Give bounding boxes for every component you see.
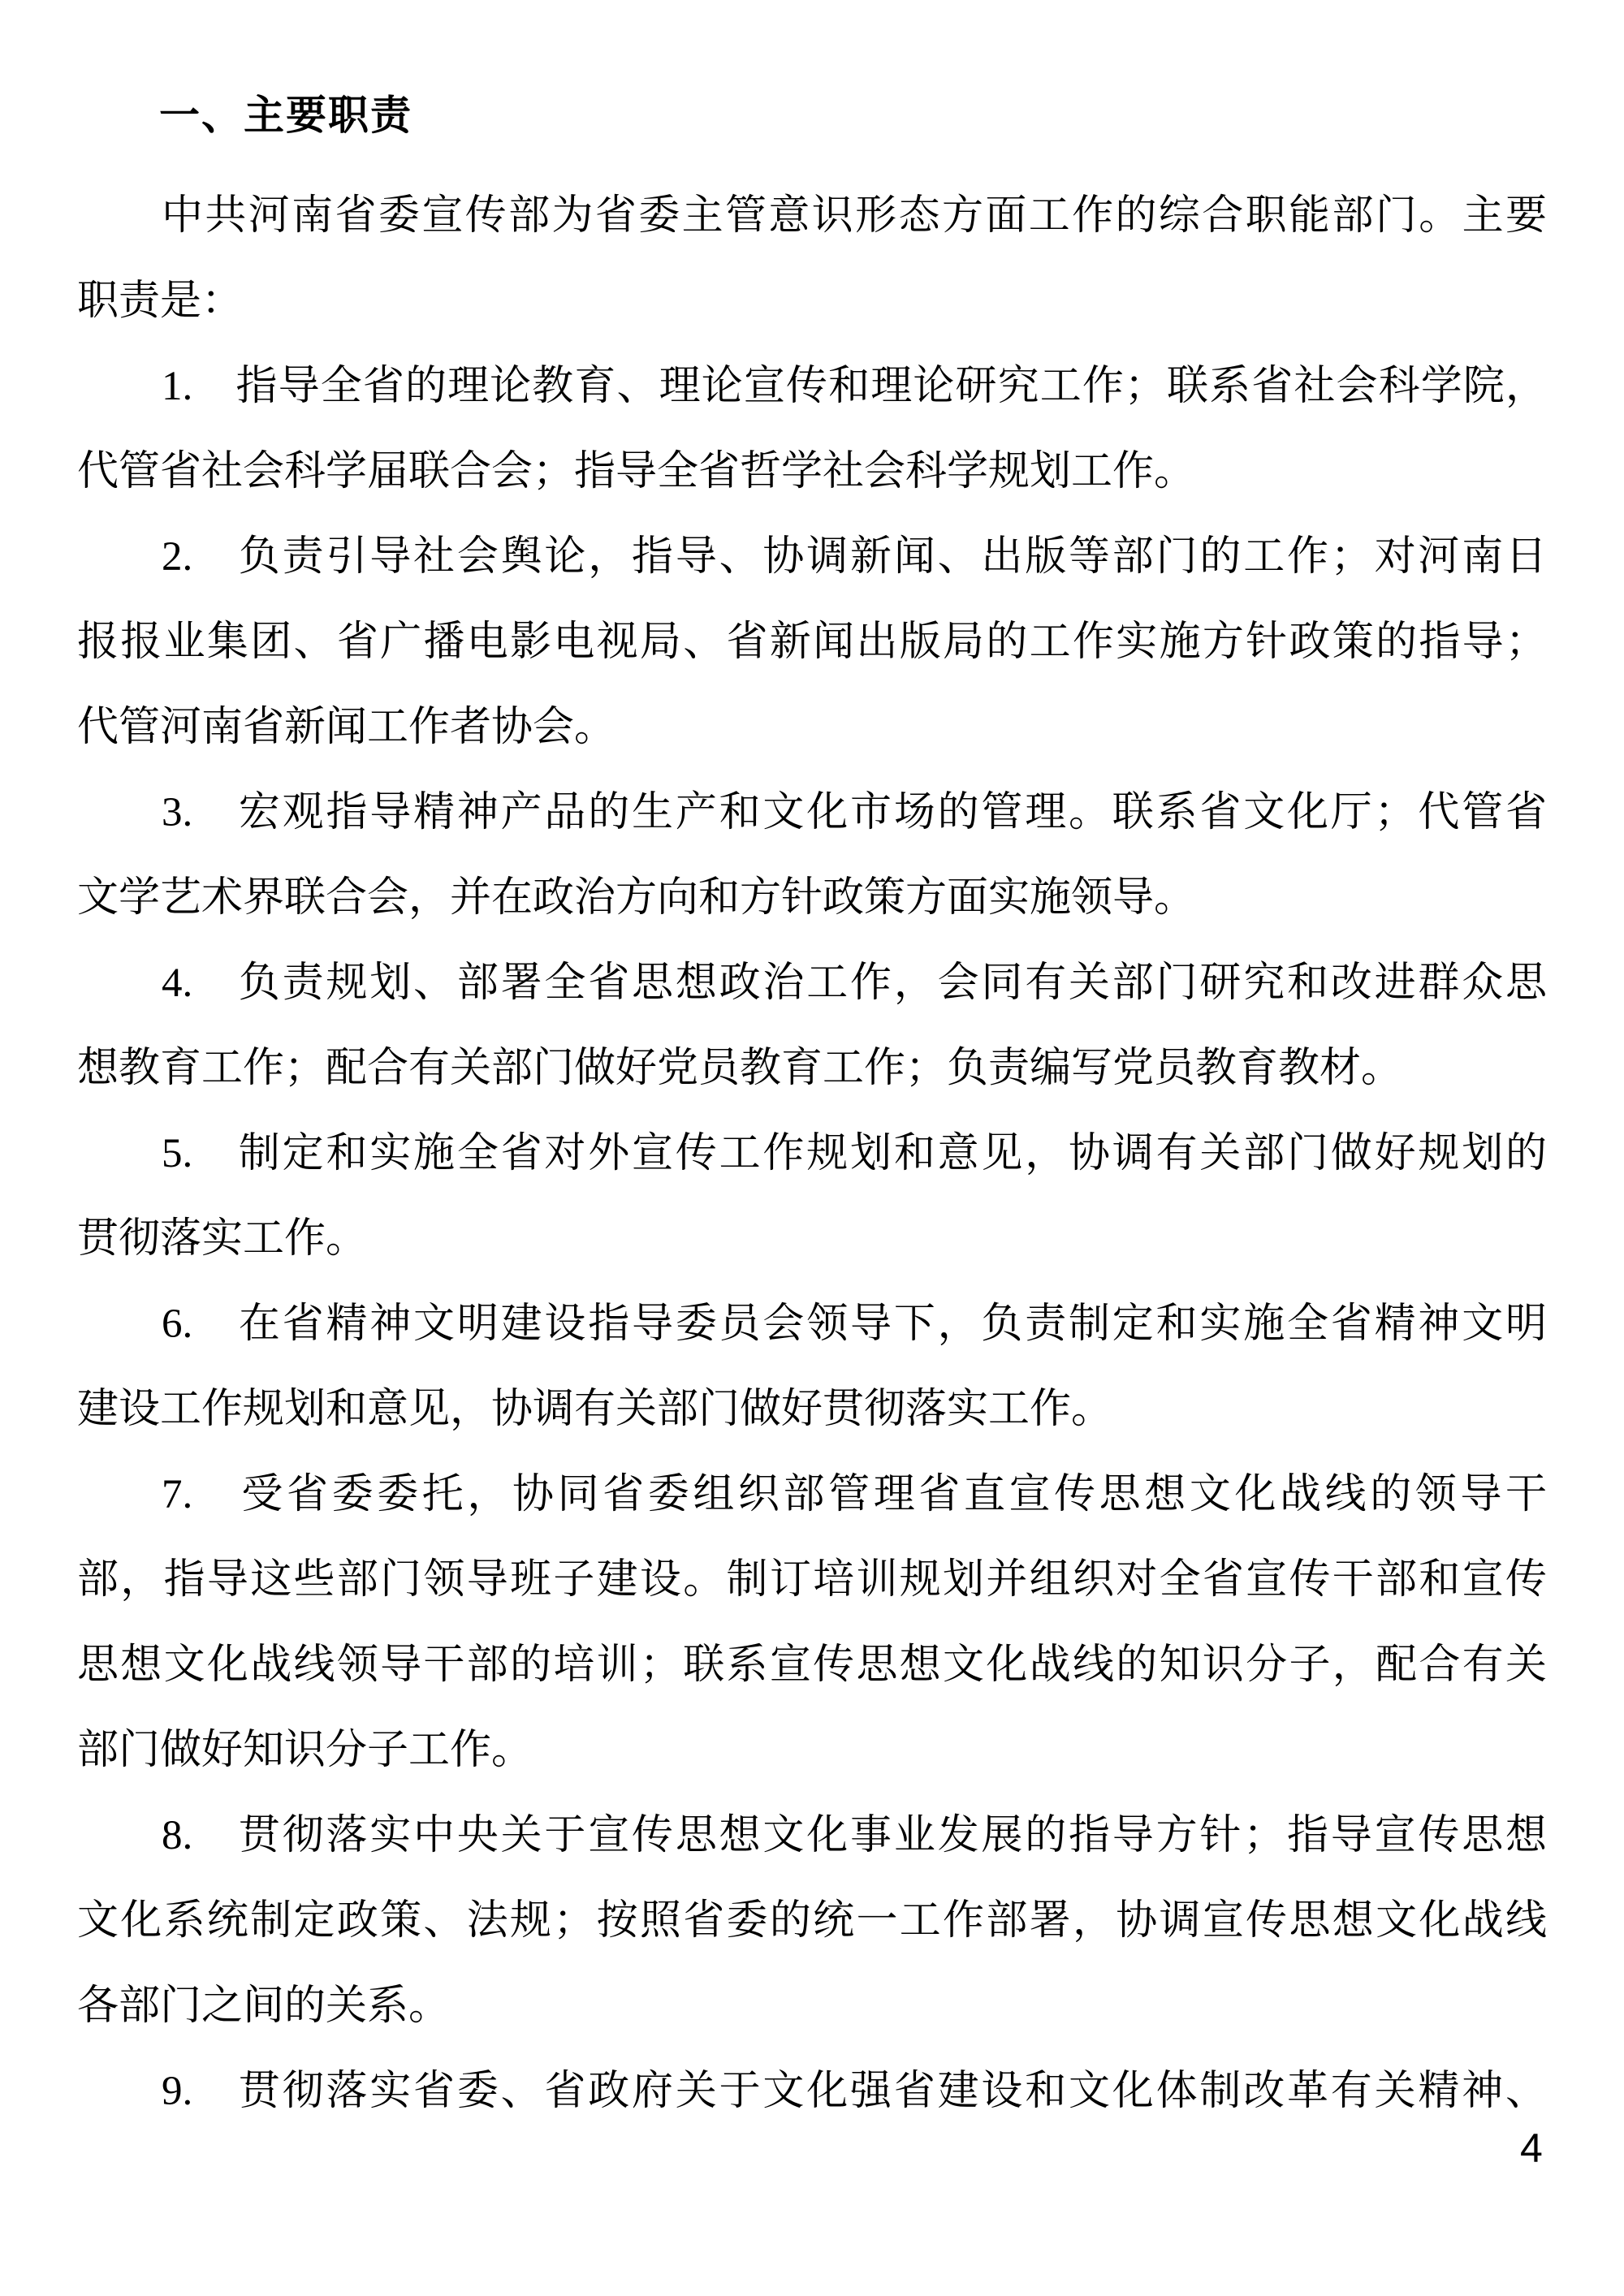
body-line: 文学艺术界联合会，并在政治方向和方针政策方面实施领导。: [77, 875, 1196, 921]
body-line: 想教育工作；配合有关部门做好党员教育工作；负责编写党员教育教材。: [77, 1046, 1403, 1091]
body-line: 9. 贯彻落实省委、省政府关于文化强省建设和文化体制改革有关精神、: [162, 2069, 1547, 2114]
body-line: 6. 在省精神文明建设指导委员会领导下，负责制定和实施全省精神文明: [162, 1301, 1547, 1347]
body-line: 2. 负责引导社会舆论，指导、协调新闻、出版等部门的工作；对河南日: [162, 534, 1547, 580]
body-line: 代管河南省新闻工作者协会。: [77, 705, 616, 750]
body-line: 文化系统制定政策、法规；按照省委的统一工作部署，协调宣传思想文化战线: [77, 1898, 1547, 1944]
body-line: 8. 贯彻落实中央关于宣传思想文化事业发展的指导方针；指导宣传思想: [162, 1813, 1547, 1858]
body-line: 部门做好知识分子工作。: [77, 1728, 533, 1773]
body-line: 贯彻落实工作。: [77, 1216, 368, 1262]
body-line: 各部门之间的关系。: [77, 1983, 451, 2029]
body-line: 中共河南省委宣传部为省委主管意识形态方面工作的综合职能部门。主要: [162, 193, 1547, 239]
body-line: 报报业集团、省广播电影电视局、省新闻出版局的工作实施方针政策的指导；: [77, 619, 1547, 665]
body-line: 5. 制定和实施全省对外宣传工作规划和意见，协调有关部门做好规划的: [162, 1131, 1547, 1176]
section-heading: 一、主要职责: [159, 93, 412, 138]
body-line: 7. 受省委委托，协同省委组织部管理省直宣传思想文化战线的领导干: [162, 1472, 1547, 1517]
body-line: 建设工作规划和意见，协调有关部门做好贯彻落实工作。: [77, 1387, 1113, 1432]
body-line: 代管省社会科学届联合会；指导全省哲学社会科学规划工作。: [77, 449, 1196, 494]
document-body: [77, 174, 1547, 2134]
body-line: 4. 负责规划、部署全省思想政治工作，会同有关部门研究和改进群众思: [162, 960, 1547, 1006]
body-line: 思想文化战线领导干部的培训；联系宣传思想文化战线的知识分子，配合有关: [77, 1642, 1547, 1688]
body-line: 3. 宏观指导精神产品的生产和文化市场的管理。联系省文化厅；代管省: [162, 790, 1547, 835]
body-line: 部，指导这些部门领导班子建设。制订培训规划并组织对全省宣传干部和宣传: [77, 1557, 1547, 1603]
body-line: 1. 指导全省的理论教育、理论宣传和理论研究工作；联系省社会科学院，: [162, 364, 1547, 409]
page-number: 4: [1520, 2126, 1543, 2171]
body-line: 职责是：: [77, 278, 244, 324]
